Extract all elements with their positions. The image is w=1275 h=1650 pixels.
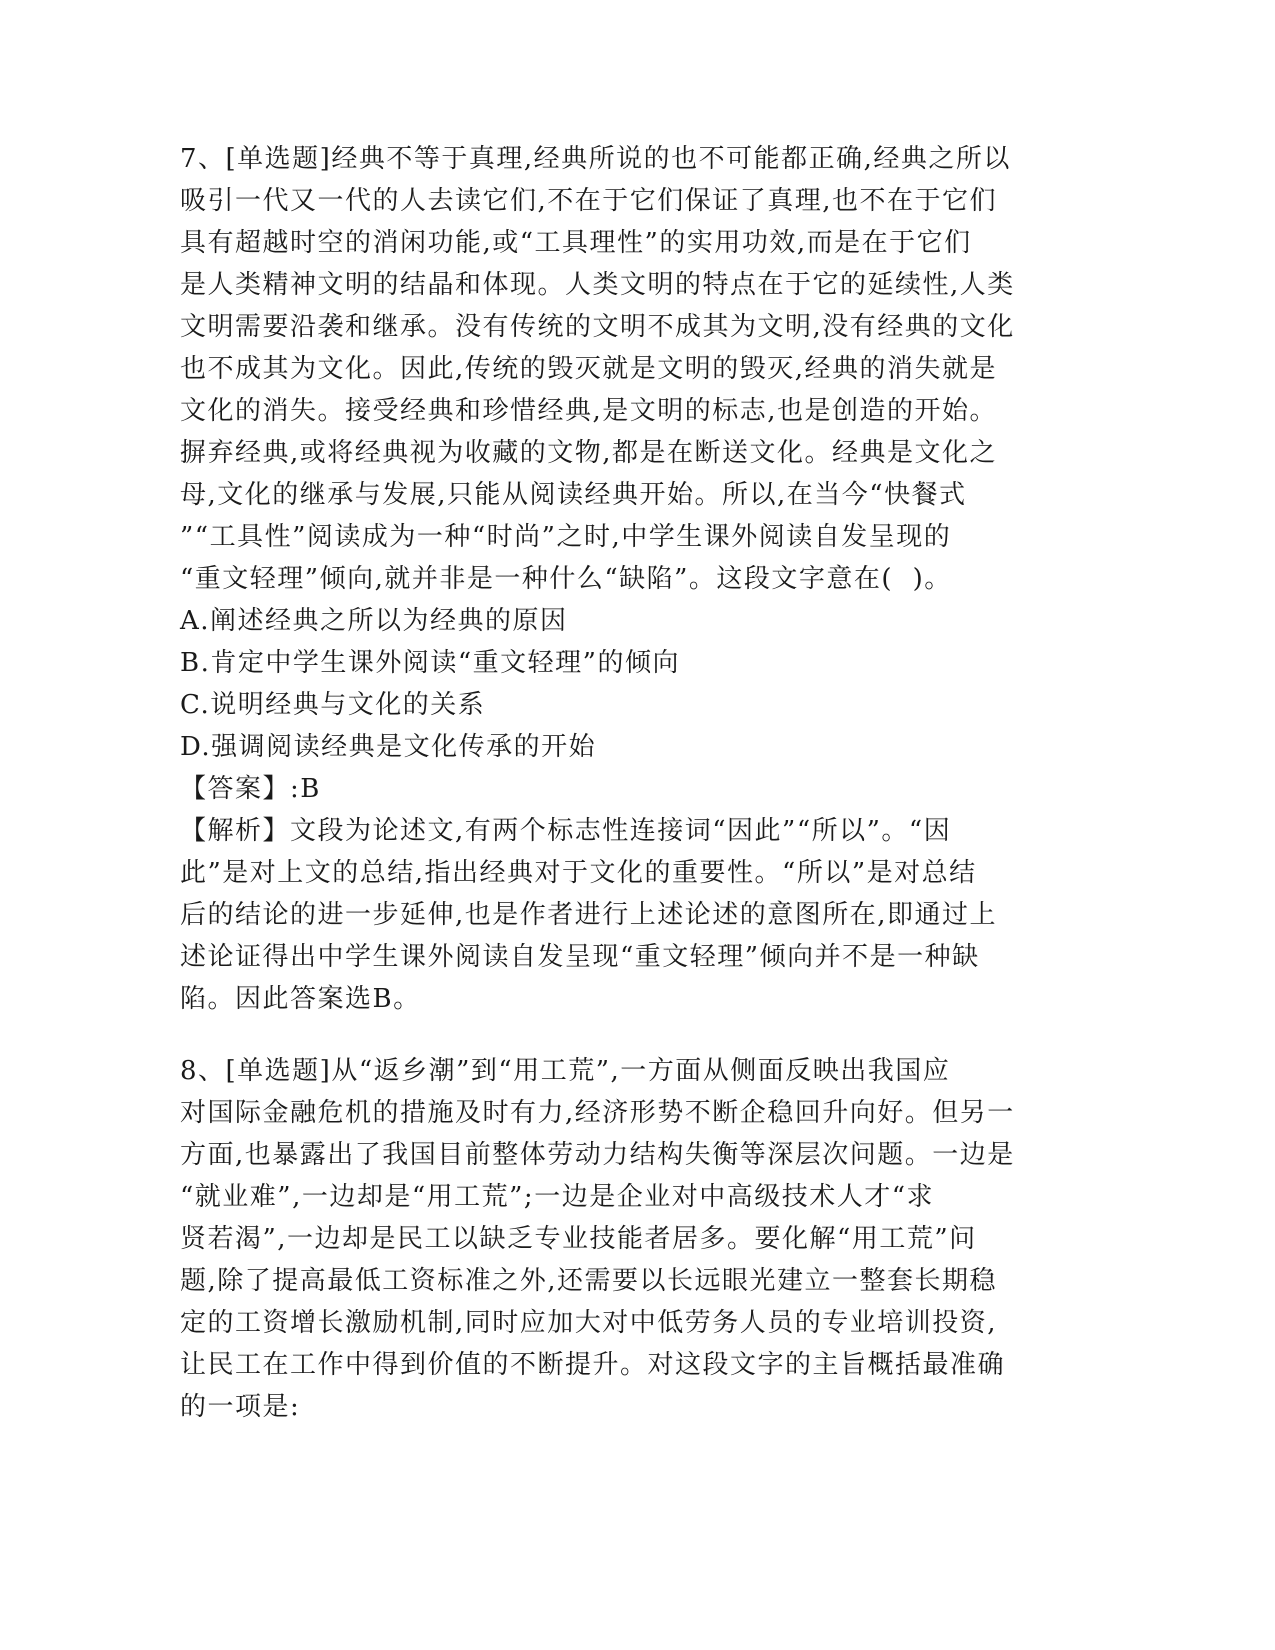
stem-line: 母,文化的继承与发展,只能从阅读经典开始。所以,在当今“快餐式 xyxy=(180,480,967,510)
stem-line: “重文轻理”倾向,就并非是一种什么“缺陷”。这段文字意在( )。 xyxy=(180,564,952,594)
question-8 xyxy=(180,1050,1060,1428)
stem-line: 7、[单选题]经典不等于真理,经典所说的也不可能都正确,经典之所以 xyxy=(180,144,1011,174)
option-list xyxy=(180,600,1060,768)
stem-line: 文化的消失。接受经典和珍惜经典,是文明的标志,也是创造的开始。 xyxy=(180,396,998,426)
question-stem xyxy=(180,1050,1060,1428)
analysis-line: 此”是对上文的总结,指出经典对于文化的重要性。“所以”是对总结 xyxy=(180,858,977,888)
analysis-line: 陷。因此答案选B。 xyxy=(180,984,421,1014)
stem-line: 定的工资增长激励机制,同时应加大对中低劳务人员的专业培训投资, xyxy=(180,1308,998,1338)
option-c: C.说明经典与文化的关系 xyxy=(180,690,486,720)
stem-line: 题,除了提高最低工资标准之外,还需要以长远眼光建立一整套长期稳 xyxy=(180,1266,998,1296)
option-b: B.肯定中学生课外阅读“重文轻理”的倾向 xyxy=(180,648,680,678)
stem-line: 的一项是: xyxy=(180,1392,301,1422)
stem-line: 摒弃经典,或将经典视为收藏的文物,都是在断送文化。经典是文化之 xyxy=(180,438,998,468)
stem-line: 具有超越时空的消闲功能,或“工具理性”的实用功效,而是在于它们 xyxy=(180,228,972,258)
stem-line: 让民工在工作中得到价值的不断提升。对这段文字的主旨概括最准确 xyxy=(180,1350,1006,1380)
answer-line: 【答案】:B xyxy=(180,774,321,804)
analysis-line: 后的结论的进一步延伸,也是作者进行上述论述的意图所在,即通过上 xyxy=(180,900,998,930)
analysis-line: 述论证得出中学生课外阅读自发呈现“重文轻理”倾向并不是一种缺 xyxy=(180,942,980,972)
stem-line: 也不成其为文化。因此,传统的毁灭就是文明的毁灭,经典的消失就是 xyxy=(180,354,998,384)
stem-line: 方面,也暴露出了我国目前整体劳动力结构失衡等深层次问题。一边是 xyxy=(180,1140,1015,1170)
option-a: A.阐述经典之所以为经典的原因 xyxy=(180,606,568,636)
question-stem xyxy=(180,138,1060,600)
option-d: D.强调阅读经典是文化传承的开始 xyxy=(180,732,597,762)
document-page xyxy=(180,138,1060,1428)
question-7 xyxy=(180,138,1060,1020)
stem-line: 文明需要沿袭和继承。没有传统的文明不成其为文明,没有经典的文化 xyxy=(180,312,1015,342)
analysis-line: 【解析】文段为论述文,有两个标志性连接词“因此”“所以”。“因 xyxy=(180,816,952,846)
stem-line: 贤若渴”,一边却是民工以缺乏专业技能者居多。要化解“用工荒”问 xyxy=(180,1224,977,1254)
stem-line: 是人类精神文明的结晶和体现。人类文明的特点在于它的延续性,人类 xyxy=(180,270,1015,300)
stem-line: “就业难”,一边却是“用工荒”;一边是企业对中高级技术人才“求 xyxy=(180,1182,934,1212)
stem-line: 吸引一代又一代的人去读它们,不在于它们保证了真理,也不在于它们 xyxy=(180,186,998,216)
stem-line: 对国际金融危机的措施及时有力,经济形势不断企稳回升向好。但另一 xyxy=(180,1098,1015,1128)
question-spacer xyxy=(180,1020,1060,1050)
analysis xyxy=(180,810,1060,1020)
stem-line: 8、[单选题]从“返乡潮”到“用工荒”,一方面从侧面反映出我国应 xyxy=(180,1056,951,1086)
stem-line: ”“工具性”阅读成为一种“时尚”之时,中学生课外阅读自发呈现的 xyxy=(180,522,952,552)
